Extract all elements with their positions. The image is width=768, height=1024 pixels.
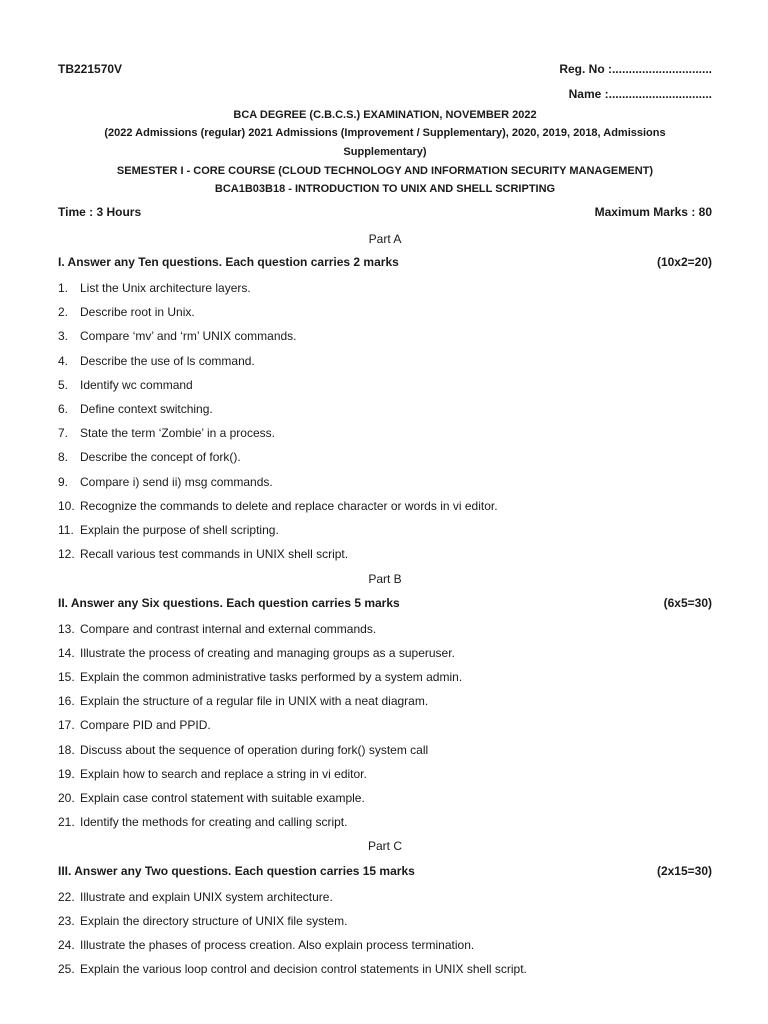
question-item [58, 767, 367, 781]
part-c-instruction [58, 864, 712, 878]
question-number: 5. [58, 377, 69, 392]
name-field: Name :............................... [568, 87, 712, 101]
question-number: 21. [58, 814, 75, 829]
question-number: 9. [58, 474, 69, 489]
question-item [58, 718, 211, 732]
question-item [58, 791, 365, 805]
question-item [58, 402, 213, 416]
question-item [58, 938, 474, 952]
part-a-title: Part A [368, 232, 402, 246]
question-text: Explain the common administrative tasks performed by a system admin. [80, 670, 463, 685]
paper-code: TB221570V [58, 62, 123, 76]
question-number: 15. [58, 670, 75, 685]
question-item [58, 890, 333, 904]
part-a-instruction [58, 255, 712, 269]
question-text: Explain the various loop control and decision control statements in UNIX shell script. [80, 962, 527, 976]
question-text: Recall various test commands in UNIX shell script. [80, 547, 349, 562]
part-c-instruction-text: III. Answer any Two questions. Each question carries 15 marks [58, 864, 415, 878]
question-number: 1. [58, 281, 69, 295]
question-text: Illustrate and explain UNIX system architecture. [80, 890, 333, 904]
admissions-line-cont: Supplementary) [343, 146, 427, 158]
question-number: 22. [58, 890, 75, 904]
question-number: 4. [58, 353, 69, 368]
question-item [58, 622, 376, 636]
question-number: 23. [58, 914, 75, 928]
reg-no-field: Reg. No :.............................. [559, 62, 712, 76]
part-a-instruction-text: I. Answer any Ten questions. Each question carries 2 marks [58, 255, 399, 269]
question-text: Explain the structure of a regular file in UNIX with a neat diagram. [80, 694, 429, 709]
question-number: 8. [58, 450, 69, 465]
question-text: List the Unix architecture layers. [80, 281, 251, 295]
question-number: 16. [58, 694, 75, 709]
question-text: Describe root in Unix. [80, 305, 195, 320]
question-item [58, 475, 273, 489]
question-item [58, 815, 347, 829]
question-text: Explain how to search and replace a string in vi editor. [80, 766, 367, 781]
question-text: Describe the concept of fork(). [80, 450, 241, 465]
time-label: Time : 3 Hours [58, 205, 142, 219]
question-item [58, 354, 255, 368]
question-item [58, 329, 297, 343]
question-text: Recognize the commands to delete and replace character or words in vi editor. [80, 498, 498, 513]
question-number: 7. [58, 426, 69, 441]
part-b-title: Part B [368, 572, 402, 586]
question-number: 12. [58, 547, 75, 562]
max-marks-label: Maximum Marks : 80 [594, 205, 712, 219]
question-number: 2. [58, 305, 69, 320]
question-number: 25. [58, 962, 75, 976]
question-item [58, 670, 462, 684]
question-item [58, 523, 279, 537]
question-number: 10. [58, 498, 75, 513]
part-a-marks: (10x2=20) [656, 255, 712, 269]
question-item [58, 547, 348, 561]
part-b-marks: (6x5=30) [663, 596, 712, 610]
question-text: Illustrate the phases of process creation. Also explain process termination. [80, 938, 475, 952]
question-text: Compare PID and PPID. [80, 718, 211, 733]
part-b-instruction [58, 596, 712, 610]
question-item [58, 646, 455, 660]
semester-line: SEMESTER I - CORE COURSE (CLOUD TECHNOLOGY AND INFORMATION SECURITY MANAGEMENT) [116, 165, 654, 177]
question-item [58, 305, 195, 319]
question-text: Identify the methods for creating and calling script. [80, 814, 348, 829]
question-number: 11. [58, 523, 74, 537]
question-item [58, 743, 428, 757]
question-text: Illustrate the process of creating and managing groups as a superuser. [80, 646, 455, 661]
course-line: BCA1B03B18 - INTRODUCTION TO UNIX AND SHELL SCRIPTING [214, 183, 556, 195]
question-number: 13. [58, 622, 75, 636]
question-text: Compare and contrast internal and external commands. [80, 622, 377, 636]
question-item [58, 499, 498, 513]
question-text: Compare ‘mv’ and ‘rm’ UNIX commands. [80, 329, 297, 344]
question-text: Explain the purpose of shell scripting. [80, 523, 279, 537]
question-text: Define context switching. [80, 402, 213, 416]
question-text: Compare i) send ii) msg commands. [80, 474, 273, 489]
question-text: Explain the directory structure of UNIX file system. [80, 914, 348, 928]
question-item [58, 962, 527, 976]
question-item [58, 914, 347, 928]
part-c-marks: (2x15=30) [656, 864, 712, 878]
question-text: Identify wc command [80, 377, 193, 392]
question-number: 24. [58, 938, 75, 952]
question-item [58, 694, 428, 708]
exam-title: BCA DEGREE (C.B.C.S.) EXAMINATION, NOVEMBER 2022 [233, 109, 537, 121]
question-number: 14. [58, 646, 75, 661]
question-item [58, 426, 275, 440]
part-c-title: Part C [367, 839, 402, 853]
question-number: 17. [58, 718, 75, 733]
question-text: State the term ‘Zombie’ in a process. [80, 426, 275, 441]
question-text: Describe the use of ls command. [80, 353, 255, 368]
question-item [58, 378, 193, 392]
question-number: 3. [58, 329, 69, 344]
admissions-line: (2022 Admissions (regular) 2021 Admissions (Improvement / Supplementary), 2020, 2019, 2018, Admissions [104, 127, 666, 139]
question-text: Discuss about the sequence of operation during fork() system call [80, 742, 429, 757]
question-number: 6. [58, 402, 69, 416]
question-text: Explain case control statement with suitable example. [80, 790, 365, 805]
question-number: 18. [58, 742, 75, 757]
question-item [58, 450, 241, 464]
question-number: 19. [58, 766, 75, 781]
question-item [58, 281, 251, 295]
part-b-instruction-text: II. Answer any Six questions. Each question carries 5 marks [58, 596, 400, 610]
question-number: 20. [58, 790, 75, 805]
